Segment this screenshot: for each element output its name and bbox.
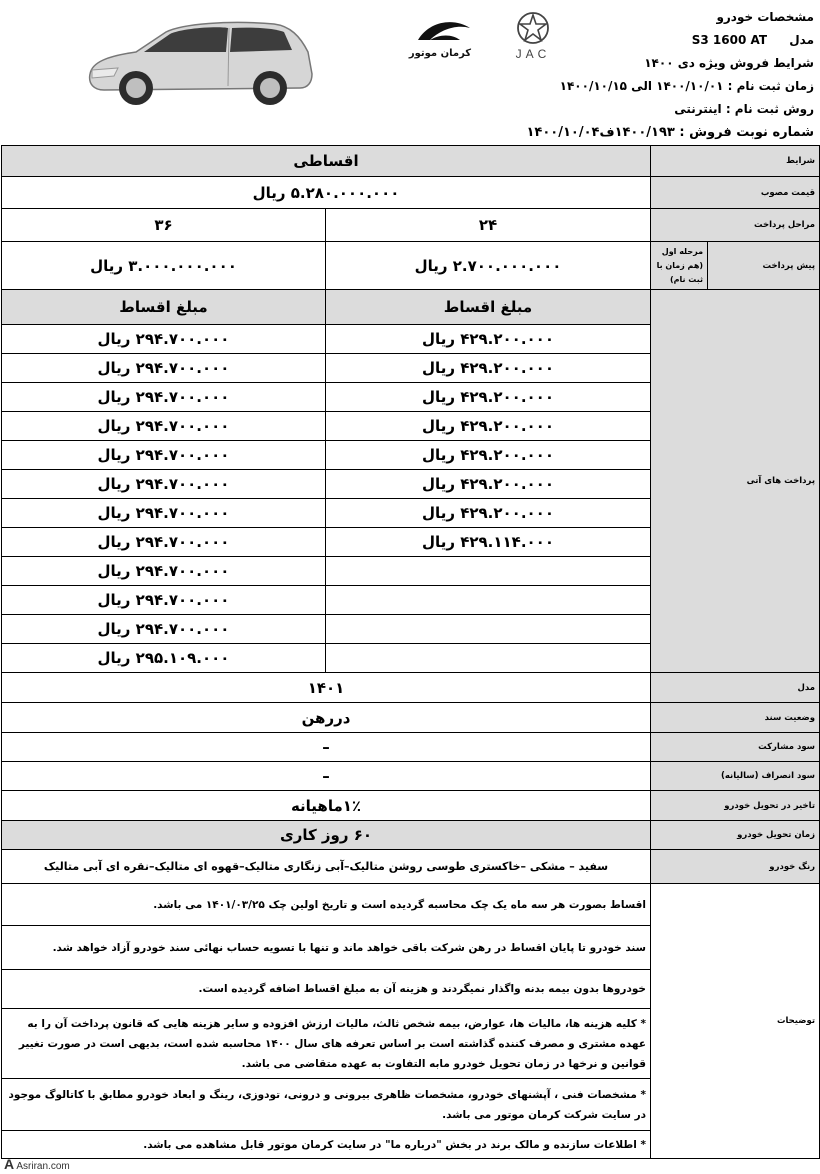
installment-36-cell: ۲۹۴.۷۰۰.۰۰۰ ریال xyxy=(2,325,326,354)
document-status-value: دررهن xyxy=(2,703,651,733)
installment-36-cell: ۲۹۴.۷۰۰.۰۰۰ ریال xyxy=(2,586,326,615)
approved-price-value: ۵.۲۸۰.۰۰۰.۰۰۰ ریال xyxy=(2,177,651,209)
conditions-label: شرایط xyxy=(651,146,820,177)
installment-36-cell: ۲۹۴.۷۰۰.۰۰۰ ریال xyxy=(2,470,326,499)
header-model-label: مدل xyxy=(789,33,814,47)
installment-36-cell: ۲۹۴.۷۰۰.۰۰۰ ریال xyxy=(2,499,326,528)
future-payments-label: پرداخت های آتی xyxy=(651,290,820,673)
installment-header-24: مبلغ اقساط xyxy=(326,290,651,325)
installment-24-cell xyxy=(326,644,651,673)
payment-stages-36: ۳۶ xyxy=(2,209,326,242)
header xyxy=(0,0,820,145)
delivery-time-value: ۶۰ روز کاری xyxy=(2,821,651,850)
header-title: مشخصات خودرو xyxy=(716,10,814,24)
cancellation-profit-value: – xyxy=(2,762,651,791)
jac-logo xyxy=(488,10,578,62)
notes-label: توضیحات xyxy=(651,884,820,1159)
installment-24-cell: ۴۲۹.۲۰۰.۰۰۰ ریال xyxy=(326,470,651,499)
installment-24-cell: ۴۲۹.۱۱۴.۰۰۰ ریال xyxy=(326,528,651,557)
jac-logo-text: JAC xyxy=(515,47,551,61)
installment-24-cell xyxy=(326,586,651,615)
row-prepayment xyxy=(2,242,820,290)
installment-36-cell: ۲۹۴.۷۰۰.۰۰۰ ریال xyxy=(2,557,326,586)
installment-24-cell: ۴۲۹.۲۰۰.۰۰۰ ریال xyxy=(326,441,651,470)
partnership-profit-value: – xyxy=(2,733,651,762)
row-partnership-profit xyxy=(2,733,820,762)
installment-36-cell: ۲۹۴.۷۰۰.۰۰۰ ریال xyxy=(2,383,326,412)
installment-header-36: مبلغ اقساط xyxy=(2,290,326,325)
note-item: سند خودرو تا پایان اقساط در رهن شرکت باقی خواهد ماند و تنها با تسویه حساب نهائی سند خودرو آزاد خواهد شد. xyxy=(2,926,651,970)
model-year-value: ۱۴۰۱ xyxy=(2,673,651,703)
prepayment-36: ۳.۰۰۰.۰۰۰.۰۰۰ ریال xyxy=(2,242,326,290)
header-model-value: S3 1600 AT xyxy=(691,33,768,47)
note-item: * مشخصات فنی ، آپشنهای خودرو، مشخصات ظاهری بیرونی و درونی، تودوزی، رینگ و ابعاد خودرو مطابق با کاتالوگ موجود در سایت شرکت کرمان موتور می باشد. xyxy=(2,1079,651,1131)
prepayment-label: پیش پرداخت xyxy=(708,242,820,290)
installment-24-cell: ۴۲۹.۲۰۰.۰۰۰ ریال xyxy=(326,354,651,383)
prepayment-stage-label: مرحله اول (هم زمان با ثبت نام) xyxy=(651,242,708,290)
note-item: * کلیه هزینه ها، مالیات ها، عوارض، بیمه شخص ثالث، مالیات ارزش افزوده و سایر هزینه هایی که قانون پرداخت آن را به عهده مشتری و مصرف کننده گذاشته است بر اساس تعرفه های سال ۱۴۰۰ محاسبه شده است، بدیهی است در صورت تغییر قوانین و نرخها در زمان تحویل خودرو مابه التفاوت به عهده متقاضی می باشد. xyxy=(2,1009,651,1079)
row-payment-stages xyxy=(2,209,820,242)
row-cancellation-profit xyxy=(2,762,820,791)
installment-24-cell xyxy=(326,557,651,586)
specs-table xyxy=(1,145,820,1159)
installment-24-cell: ۴۲۹.۲۰۰.۰۰۰ ریال xyxy=(326,499,651,528)
note-item: * اطلاعات سازنده و مالک برند در بخش "درباره ما" در سایت کرمان موتور قابل مشاهده می باشد. xyxy=(2,1131,651,1159)
row-colors xyxy=(2,850,820,884)
prepayment-24: ۲.۷۰۰.۰۰۰.۰۰۰ ریال xyxy=(326,242,651,290)
payment-stages-24: ۲۴ xyxy=(326,209,651,242)
row-approved-price xyxy=(2,177,820,209)
conditions-value: اقساطی xyxy=(2,146,651,177)
row-installment-headers xyxy=(2,290,820,325)
installment-24-cell: ۴۲۹.۲۰۰.۰۰۰ ریال xyxy=(326,383,651,412)
row-delivery-delay xyxy=(2,791,820,821)
header-registration-method: روش ثبت نام : اینترنتی xyxy=(674,102,814,116)
delivery-delay-value: ۱٪ماهیانه xyxy=(2,791,651,821)
installment-24-cell xyxy=(326,615,651,644)
cancellation-profit-label: سود انصراف (سالیانه) xyxy=(651,762,820,791)
approved-price-label: قیمت مصوب xyxy=(651,177,820,209)
watermark-text: Asriran.com xyxy=(16,1161,70,1172)
row-model-year xyxy=(2,673,820,703)
installment-24-cell: ۴۲۹.۲۰۰.۰۰۰ ریال xyxy=(326,412,651,441)
document-status-label: وضعیت سند xyxy=(651,703,820,733)
installment-36-cell: ۲۹۵.۱۰۹.۰۰۰ ریال xyxy=(2,644,326,673)
note-row xyxy=(2,884,820,926)
watermark-logo: A xyxy=(4,1156,15,1172)
row-conditions xyxy=(2,146,820,177)
row-delivery-time xyxy=(2,821,820,850)
kerman-motor-logo-text: کرمان موتور xyxy=(408,48,472,59)
header-sale-number: شماره نوبت فروش : ۱۴۰۰/۱۹۳ف۱۴۰۰/۱۰/۰۴ xyxy=(526,125,814,140)
installment-36-cell: ۲۹۴.۷۰۰.۰۰۰ ریال xyxy=(2,354,326,383)
header-conditions: شرایط فروش ویژه دی ۱۴۰۰ xyxy=(644,56,814,70)
installment-36-cell: ۲۹۴.۷۰۰.۰۰۰ ریال xyxy=(2,615,326,644)
colors-label: رنگ خودرو xyxy=(651,850,820,884)
car-image xyxy=(78,12,316,110)
row-document-status xyxy=(2,703,820,733)
installment-36-cell: ۲۹۴.۷۰۰.۰۰۰ ریال xyxy=(2,528,326,557)
colors-value: سفید – مشکی –خاکستری طوسی روشن متالیک–آبی زنگاری متالیک–قهوه ای متالیک–نقره ای آبی متالیک xyxy=(2,850,651,884)
kerman-motor-logo xyxy=(400,14,480,62)
delivery-time-label: زمان تحویل خودرو xyxy=(651,821,820,850)
installment-36-cell: ۲۹۴.۷۰۰.۰۰۰ ریال xyxy=(2,412,326,441)
model-year-label: مدل xyxy=(651,673,820,703)
delivery-delay-label: تاخیر در تحویل خودرو xyxy=(651,791,820,821)
header-registration-period: زمان ثبت نام : ۱۴۰۰/۱۰/۰۱ الی ۱۴۰۰/۱۰/۱۵ xyxy=(559,79,814,93)
note-item: خودروها بدون بیمه بدنه واگذار نمیگردند و هزینه آن به مبلغ اقساط اضافه گردیده است. xyxy=(2,970,651,1009)
watermark xyxy=(4,1156,70,1172)
payment-stages-label: مراحل پرداخت xyxy=(651,209,820,242)
installment-24-cell: ۴۲۹.۲۰۰.۰۰۰ ریال xyxy=(326,325,651,354)
installment-36-cell: ۲۹۴.۷۰۰.۰۰۰ ریال xyxy=(2,441,326,470)
partnership-profit-label: سود مشارکت xyxy=(651,733,820,762)
note-item: اقساط بصورت هر سه ماه یک چک محاسبه گردیده است و تاریخ اولین چک ۱۴۰۱/۰۳/۲۵ می باشد. xyxy=(2,884,651,926)
